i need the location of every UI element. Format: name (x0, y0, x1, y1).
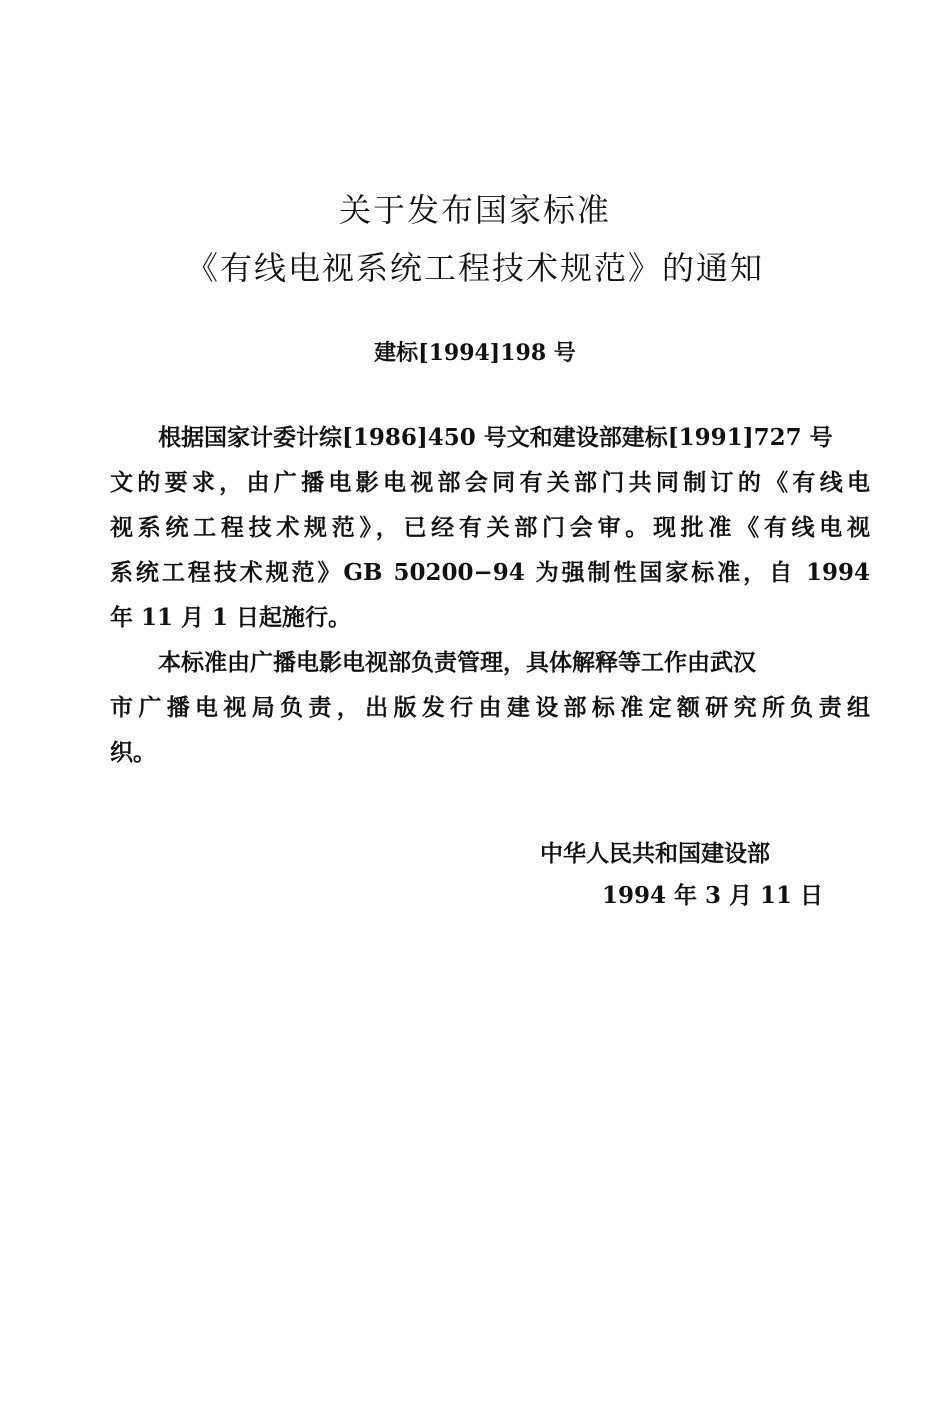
document-number: 建标[1994]198 号 (374, 340, 576, 366)
signature-date: 1994 年 3 月 11 日 (602, 882, 824, 909)
paragraph-1-line: 视系统工程技术规范》，已经有关部门会审。现批准《有线电视 (110, 514, 870, 541)
title-line-1: 关于发布国家标准 (338, 191, 611, 229)
signature-block (540, 834, 840, 916)
paragraph-1-line: 系统工程技术规范》GB 50200−94 为强制性国家标准，自 1994 (110, 559, 870, 586)
paragraph-2-line: 市广播电视局负责，出版发行由建设部标准定额研究所负责组 (110, 694, 870, 721)
paragraph-2-line: 织。 (110, 739, 156, 766)
title-line-2: 《有线电视系统工程技术规范》的通知 (185, 249, 764, 287)
paragraph-1-line: 年 11 月 1 日起施行。 (110, 604, 352, 631)
signature-organization: 中华人民共和国建设部 (540, 840, 770, 867)
paragraph-2-line: 本标准由广播电影电视部负责管理，具体解释等工作由武汉 (158, 649, 756, 676)
notice-body (110, 415, 870, 775)
paragraph-1-line: 根据国家计委计综[1986]450 号文和建设部建标[1991]727 号 (158, 424, 833, 451)
paragraph-1-line: 文的要求，由广播电影电视部会同有关部门共同制订的《有线电 (110, 469, 870, 496)
